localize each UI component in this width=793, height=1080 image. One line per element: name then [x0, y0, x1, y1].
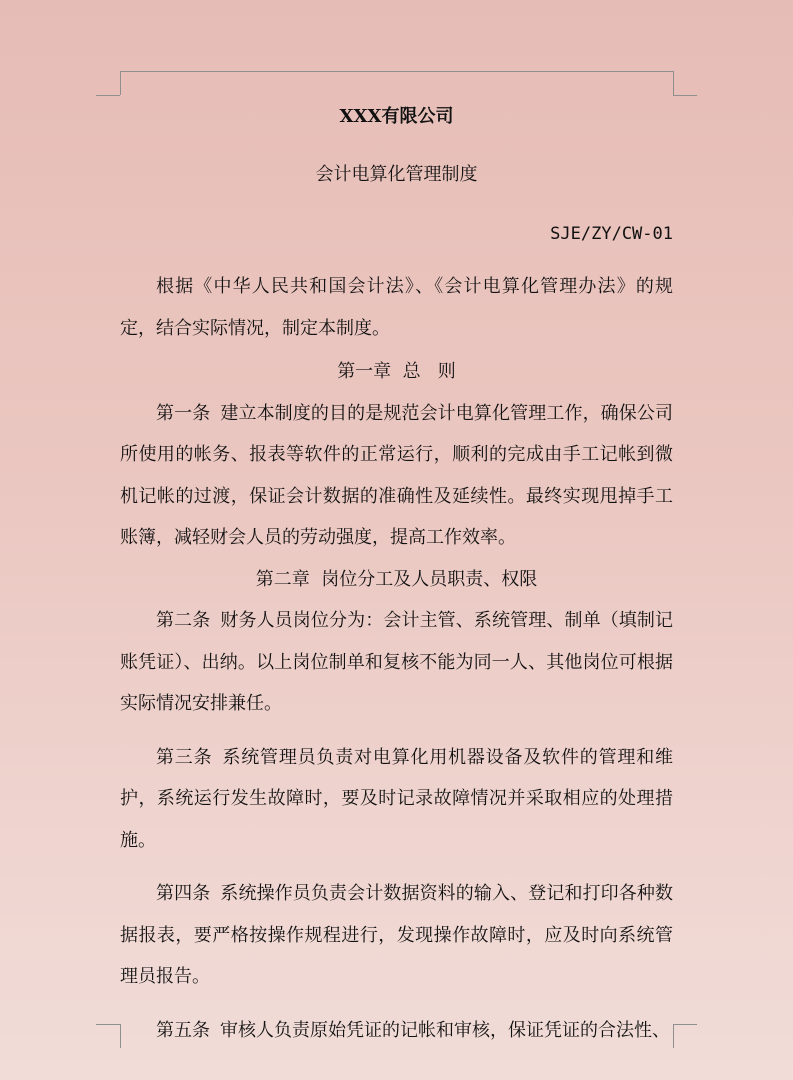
page-margin-top-line: [120, 71, 673, 72]
crop-mark-bottom-right-horizontal: [673, 1024, 697, 1025]
company-title: XXX有限公司: [339, 106, 454, 127]
crop-mark-bottom-right-vertical: [673, 1024, 674, 1048]
article-label: 第四条: [156, 883, 211, 904]
article-text: 审核人负责原始凭证的记帐和审核，保证凭证的合法性、: [220, 1019, 670, 1041]
crop-mark-top-right-vertical: [673, 71, 674, 95]
article-label: 第三条: [156, 746, 213, 768]
article-text: 系统管理员负责对电算化用机器设备及软件的管理和维护，系统运行发生故障时，要及时记录故障情况并采取相应的处理措施。: [120, 746, 674, 851]
article-label: 第五条: [156, 1019, 210, 1041]
document-subtitle: 会计电算化管理制度: [315, 164, 478, 185]
article-paragraph-3: [120, 737, 673, 862]
document-code: SJE/ZY/CW-01: [550, 224, 673, 244]
chapter-heading-2: 第二章 岗位分工及人员职责、权限: [255, 568, 538, 590]
crop-mark-top-left-horizontal: [96, 95, 120, 96]
article-text: 建立本制度的目的是规范会计电算化管理工作，确保公司所使用的帐务、报表等软件的正常运行，顺利的完成由手工记帐到微机记帐的过渡，保证会计数据的准确性及延续性。最终实现甩掉手工账簿，减轻财会人员的劳动强度，提高工作效率。: [120, 402, 674, 548]
article-paragraph-1: [120, 393, 673, 559]
article-paragraph-4: [120, 873, 673, 998]
crop-mark-top-right-horizontal: [673, 95, 697, 96]
intro-paragraph: 根据《中华人民共和国会计法》、《会计电算化管理办法》的规定，结合实际情况，制定本制度。: [120, 276, 673, 339]
article-text: 财务人员岗位分为：会计主管、系统管理、制单（填制记账凭证）、出纳。以上岗位制单和复核不能为同一人、其他岗位可根据实际情况安排兼任。: [120, 610, 674, 714]
document-body: [120, 100, 673, 1051]
article-text: 系统操作员负责会计数据资料的输入、登记和打印各种数据报表，要严格按操作规程进行，发现操作故障时，应及时向系统管理员报告。: [120, 883, 674, 987]
article-label: 第二条: [156, 610, 211, 631]
crop-mark-top-left-vertical: [120, 71, 121, 95]
crop-mark-bottom-left-horizontal: [96, 1024, 120, 1025]
chapter-heading-1: 第一章 总 则: [337, 361, 456, 382]
article-label: 第一条: [156, 402, 211, 424]
article-paragraph-5: [120, 1010, 673, 1052]
article-paragraph-2: [120, 600, 673, 725]
